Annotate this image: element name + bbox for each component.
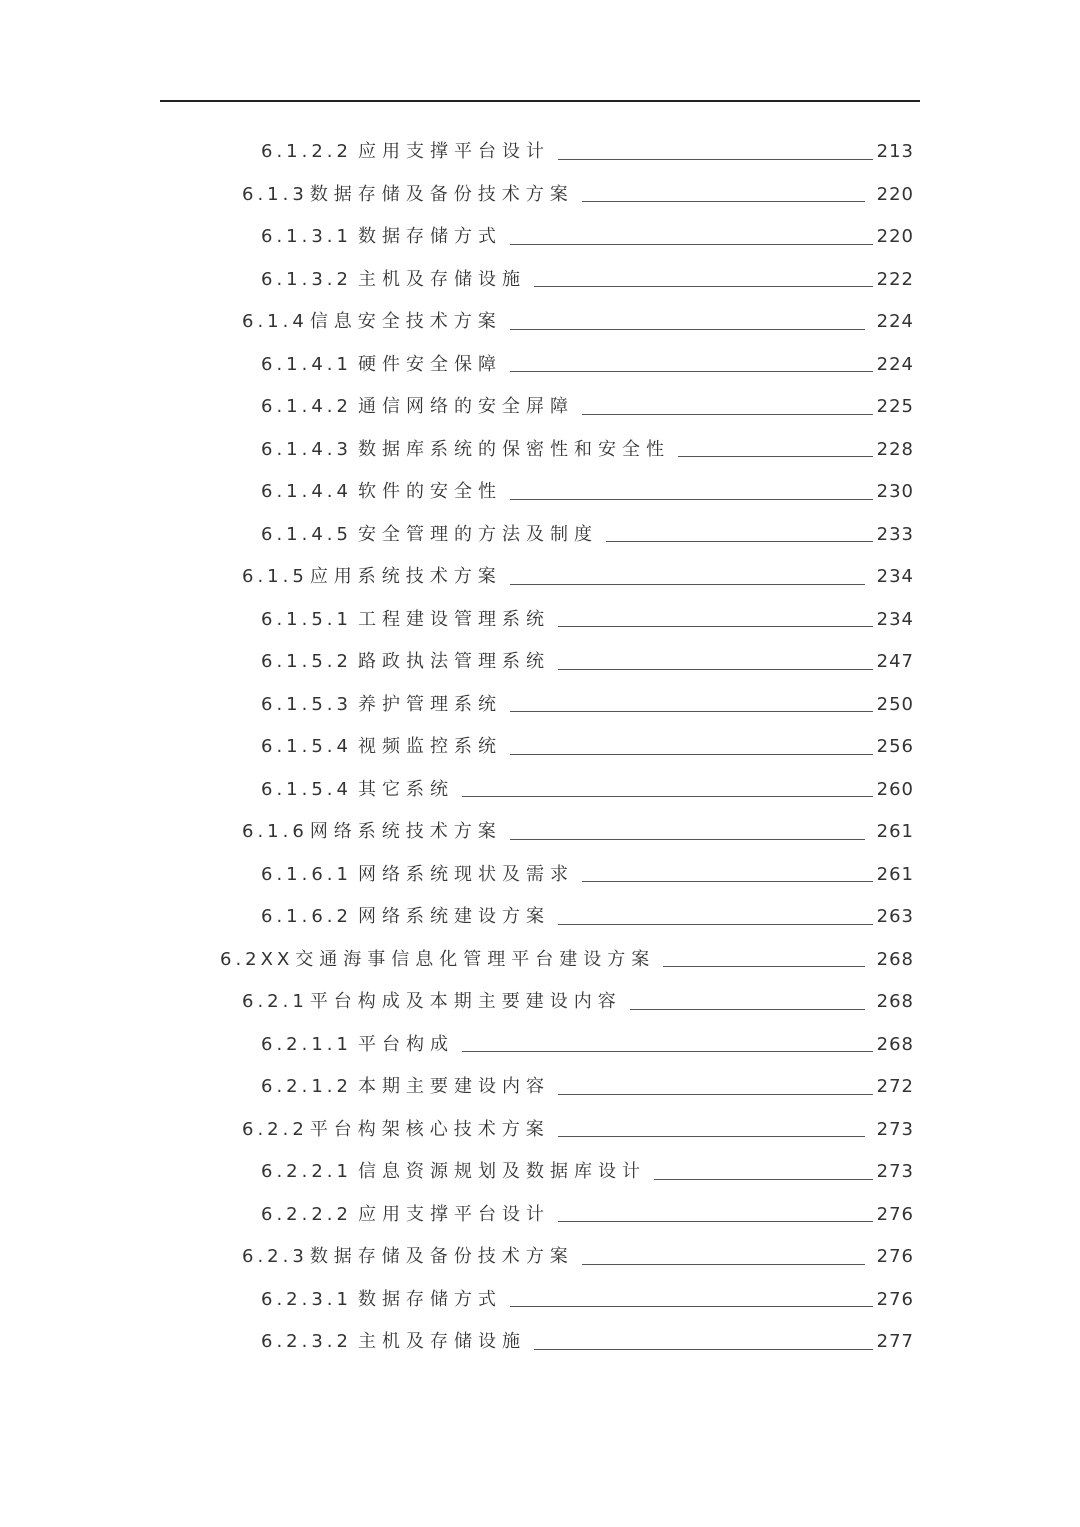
toc-leader-line (534, 286, 873, 287)
toc-entry[interactable] (0, 1279, 1080, 1322)
toc-leader-line (510, 711, 873, 712)
toc-entry-page: 224 (876, 311, 914, 332)
toc-entry-page: 224 (876, 353, 914, 375)
toc-entry[interactable] (0, 599, 1080, 642)
toc-entry-page: 228 (876, 438, 914, 460)
toc-entry[interactable] (0, 726, 1080, 769)
toc-leader-line (534, 1349, 873, 1350)
toc-entry-page: 225 (876, 396, 914, 417)
toc-leader-line (510, 1306, 873, 1307)
toc-entry-title: 平台构成及本期主要建设内容 (309, 991, 622, 1012)
toc-entry-number: 6.1.4.4 (261, 481, 352, 502)
toc-entry-title: 网络系统现状及需求 (357, 863, 574, 885)
toc-leader-line (510, 371, 873, 372)
toc-leader-line (558, 1221, 873, 1222)
toc-entry-page: 268 (876, 991, 914, 1012)
toc-entry-title: 软件的安全性 (357, 481, 502, 502)
toc-entry[interactable] (0, 896, 1080, 939)
toc-entry[interactable] (0, 1321, 1080, 1364)
toc-entry-page: 230 (876, 481, 914, 502)
toc-entry-number: 6.1.5 (242, 566, 308, 587)
toc-entry-number: 6.1.5.1 (261, 608, 352, 630)
toc-entry-page: 261 (876, 863, 914, 885)
toc-entry-page: 234 (876, 566, 914, 587)
toc-entry[interactable] (0, 1109, 1080, 1152)
toc-entry-title: 硬件安全保障 (357, 353, 502, 375)
toc-entry-number: 6.2.1.2 (261, 1076, 352, 1097)
toc-entry[interactable] (0, 769, 1080, 812)
toc-entry-title: 数据库系统的保密性和安全性 (357, 438, 670, 460)
toc-entry-number: 6.1.4.3 (261, 438, 352, 460)
toc-entry-number: 6.1.3.2 (261, 268, 352, 290)
toc-entry-page: 276 (876, 1246, 914, 1267)
toc-entry-number: 6.2.2.1 (261, 1161, 352, 1182)
toc-leader-line (663, 966, 864, 967)
toc-entry-page: 213 (876, 141, 914, 162)
toc-entry-title: 网络系统建设方案 (357, 906, 550, 927)
toc-entry-number: 6.1.4.5 (261, 523, 352, 545)
toc-entry[interactable] (0, 174, 1080, 217)
toc-entry-title: 信息资源规划及数据库设计 (357, 1161, 646, 1182)
toc-entry-page: 256 (876, 736, 914, 757)
toc-entry[interactable] (0, 1024, 1080, 1067)
toc-leader-line (678, 456, 873, 457)
toc-entry-number: 6.1.3.1 (261, 226, 352, 247)
toc-entry-page: 247 (876, 651, 914, 672)
toc-entry-title: 主机及存储设施 (357, 268, 526, 290)
header-rule (160, 100, 920, 102)
toc-entry-number: 6.1.4 (242, 311, 308, 332)
toc-entry[interactable] (0, 301, 1080, 344)
toc-leader-line (558, 924, 873, 925)
toc-entry[interactable] (0, 131, 1080, 174)
toc-entry-number: 6.1.2.2 (261, 141, 352, 162)
toc-entry-title: 网络系统技术方案 (309, 821, 502, 842)
toc-entry[interactable] (0, 641, 1080, 684)
toc-entry-title: 养护管理系统 (357, 693, 502, 715)
toc-entry[interactable] (0, 429, 1080, 472)
toc-entry-title: 平台构架核心技术方案 (309, 1118, 550, 1140)
toc-entry-title: 视频监控系统 (357, 736, 502, 757)
toc-entry[interactable] (0, 216, 1080, 259)
toc-leader-line (582, 1264, 865, 1265)
toc-leader-line (558, 1094, 873, 1095)
toc-entry-title: 交通海事信息化管理平台建设方案 (295, 948, 656, 970)
toc-entry-title: 路政执法管理系统 (357, 651, 550, 672)
toc-entry-page: 250 (876, 693, 914, 715)
toc-entry-number: 6.1.6 (242, 821, 308, 842)
toc-entry-page: 276 (876, 1203, 914, 1225)
toc-entry-page: 276 (876, 1288, 914, 1310)
toc-entry-title: 本期主要建设内容 (357, 1076, 550, 1097)
toc-entry-title: 通信网络的安全屏障 (357, 396, 574, 417)
toc-entry[interactable] (0, 981, 1080, 1024)
toc-entry-page: 260 (876, 778, 914, 800)
toc-entry-page: 268 (876, 1033, 914, 1055)
toc-entry-number: 6.1.5.4 (261, 736, 352, 757)
toc-entry-title: 主机及存储设施 (357, 1331, 526, 1352)
toc-entry-number: 6.2.2 (242, 1118, 308, 1140)
toc-leader-line (510, 499, 873, 500)
toc-entry[interactable] (0, 259, 1080, 302)
toc-entry-page: 273 (876, 1118, 914, 1140)
toc-entry-title: 数据存储及备份技术方案 (309, 183, 574, 205)
toc-entry-number: 6.1.5.3 (261, 693, 352, 715)
toc-leader-line (558, 669, 873, 670)
toc-entry-page: 233 (876, 523, 914, 545)
toc-entry[interactable] (0, 344, 1080, 387)
toc-entry[interactable] (0, 1236, 1080, 1279)
toc-leader-line (582, 881, 873, 882)
toc-entry-number: 6.2.3 (242, 1246, 308, 1267)
toc-entry-page: 272 (876, 1076, 914, 1097)
toc-leader-line (462, 796, 873, 797)
toc-leader-line (558, 159, 873, 160)
toc-entry-page: 263 (876, 906, 914, 927)
toc-entry[interactable] (0, 514, 1080, 557)
toc-leader-line (582, 201, 865, 202)
toc-entry[interactable] (0, 1066, 1080, 1109)
toc-entry-number: 6.2.1.1 (261, 1033, 352, 1055)
toc-entry[interactable] (0, 556, 1080, 599)
toc-entry[interactable] (0, 939, 1080, 982)
toc-leader-line (582, 414, 873, 415)
toc-leader-line (510, 584, 865, 585)
toc-entry[interactable] (0, 684, 1080, 727)
toc-entry-title: 工程建设管理系统 (357, 608, 550, 630)
toc-entry-page: 222 (876, 268, 914, 290)
toc-entry-title: 应用系统技术方案 (309, 566, 502, 587)
toc-entry-number: 6.2.2.2 (261, 1203, 352, 1225)
toc-entry-title: 数据存储及备份技术方案 (309, 1246, 574, 1267)
toc-entry-number: 6.2.3.1 (261, 1288, 352, 1310)
toc-entry[interactable] (0, 854, 1080, 897)
toc-entry-number: 6.2.1 (242, 991, 308, 1012)
toc-entry-number: 6.1.4.2 (261, 396, 352, 417)
toc-entry-title: 信息安全技术方案 (309, 311, 502, 332)
toc-leader-line (510, 839, 865, 840)
toc-entry-number: 6.2.3.2 (261, 1331, 352, 1352)
toc-entry-number: 6.1.3 (242, 183, 308, 205)
toc-leader-line (510, 244, 873, 245)
toc-leader-line (510, 754, 873, 755)
toc-entry[interactable] (0, 1194, 1080, 1237)
toc-entry-title: 数据存储方式 (357, 1288, 502, 1310)
toc-entry[interactable] (0, 471, 1080, 514)
toc-leader-line (558, 626, 873, 627)
toc-entry-title: 应用支撑平台设计 (357, 1203, 550, 1225)
toc-entry[interactable] (0, 1151, 1080, 1194)
toc-leader-line (462, 1051, 873, 1052)
toc-entry-number: 6.1.5.4 (261, 778, 352, 800)
toc-entry-title: 平台构成 (357, 1033, 454, 1055)
toc-leader-line (630, 1009, 865, 1010)
toc-entry[interactable] (0, 811, 1080, 854)
toc-entry-page: 220 (876, 226, 914, 247)
toc-entry-title: 其它系统 (357, 778, 454, 800)
toc-entry-title: 安全管理的方法及制度 (357, 523, 598, 545)
toc-leader-line (558, 1136, 865, 1137)
toc-entry-page: 277 (876, 1331, 914, 1352)
toc-entry-page: 268 (876, 948, 914, 970)
toc-entry-title: 数据存储方式 (357, 226, 502, 247)
toc-entry-number: 6.1.6.1 (261, 863, 352, 885)
toc-entry-page: 234 (876, 608, 914, 630)
toc-leader-line (510, 329, 865, 330)
toc-leader-line (606, 541, 873, 542)
toc-entry[interactable] (0, 386, 1080, 429)
toc-entry-page: 220 (876, 183, 914, 205)
toc-leader-line (654, 1179, 873, 1180)
toc-entry-number: 6.1.5.2 (261, 651, 352, 672)
table-of-contents (0, 131, 1080, 1364)
toc-entry-number: 6.1.4.1 (261, 353, 352, 375)
toc-entry-title: 应用支撑平台设计 (357, 141, 550, 162)
toc-entry-page: 261 (876, 821, 914, 842)
toc-entry-number: 6.2XX (220, 948, 294, 970)
toc-entry-number: 6.1.6.2 (261, 906, 352, 927)
toc-entry-page: 273 (876, 1161, 914, 1182)
